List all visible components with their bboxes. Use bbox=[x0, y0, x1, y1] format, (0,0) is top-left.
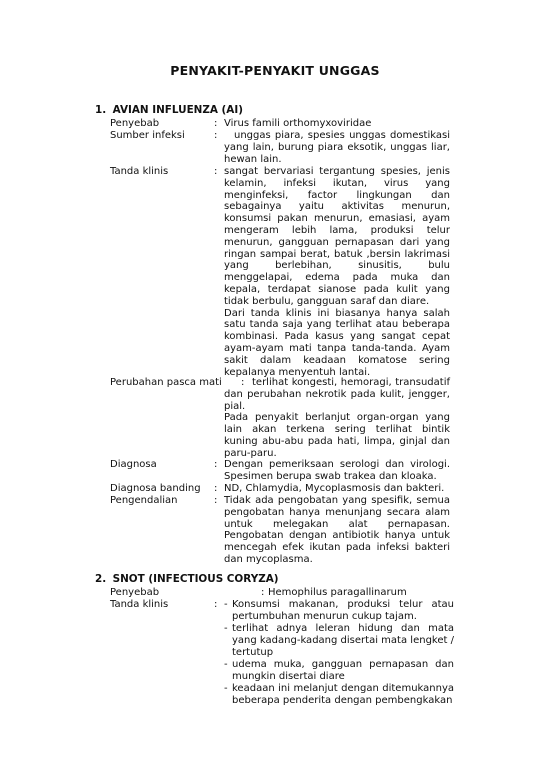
row-label: Pengendalian bbox=[110, 495, 178, 506]
section-number: 1. bbox=[95, 104, 107, 116]
row-value: Virus famili orthomyxoviridae bbox=[224, 118, 372, 129]
section-title: AVIAN INFLUENZA (AI) bbox=[112, 104, 243, 116]
row-label: Penyebab bbox=[110, 118, 160, 129]
section-title: SNOT (INFECTIOUS CORYZA) bbox=[112, 573, 279, 585]
row-label: Sumber infeksi bbox=[110, 130, 185, 141]
section-heading-snot bbox=[95, 573, 279, 585]
row-value: Hemophilus paragallinarum bbox=[268, 587, 407, 598]
row-tanda-klinis-snot: Tanda klinis : - Konsumsi makanan, produksi telur atau pertumbuhan menurun cukup tajam. - terlihat adnya leleran hidung dan mata yang kadang-kadang disertai mata lengket / tertutup - udema muka, gangguan pernapasan dan mungkin disertai diare - keadaan ini melanjut dengan ditemukannya beberapa penderita dengan pembengkakan bbox=[110, 599, 454, 706]
section-number: 2. bbox=[95, 573, 107, 585]
row-label: Perubahan pasca mati bbox=[110, 377, 222, 388]
row-label: Tanda klinis bbox=[110, 166, 169, 177]
row-label: Penyebab bbox=[110, 587, 160, 598]
row-label: Diagnosa bbox=[110, 459, 157, 470]
document-page: PENYAKIT-PENYAKIT UNGGAS 1. AVIAN INFLUENZA (AI) Penyebab : Virus famili orthomyxoviridae Sumber infeksi : unggas piara, spesies unggas domestikasi yang lain, burung piara eksotik, unggas liar, hewan lain. Tanda klinis : sangat bervariasi tergantung spesies, jenis kelamin, infeksi ikutan, virus yang menginfeksi, factor lingkungan dan sebagainya yaitu aktivitas menurun, konsumsi pakan menurun, emasiasi, ayam mengeram lebih lama, produksi telur menurun, gangguan pernapasan dari yang ringan sampai berat, batuk ,bersin lakrimasi yang berlebihan, sinusitis, bulu menggelapai, edema pada muka dan kepala, terdapat sianose pada kulit yang tidak berbulu, gangguan saraf dan diare. Dari tanda klinis ini biasanya hanya salah satu tanda saja yang terlihat atau beberapa kombinasi. Pada kasus yang sangat cepat ayam-ayam mati tanpa tanda-tanda. Ayam sakit dalam keadaan komatose sering kepalanya menyentuh lantai. Perubahan pasca mati terlihat kongesti, hemoragi, transudatif dan perubahan nekrotik pada kulit, jengger, pial. Pada penyakit berlanjut organ-organ yang lain akan terkena sering terlihat bintik kuning abu-abu pada hati, limpa, ginjal dan paru-paru. : Diagnosa : Dengan pemeriksaan serologi dan virologi. Spesimen berupa swab trakea dan kloaka. Diagnosa banding : ND, Chlamydia, Mycoplasmosis dan bakteri. Pengendalian : Tidak ada pengobatan yang spesifik, semua pengobatan hanya menunjang secara alam untuk melegakan alat pernapasan. Pengobatan dengan antibiotik hanya untuk mencegah efek ikutan pada infeksi bakteri dan mycoplasma. 2. SNOT (INFECTIOUS CORYZA) Penyebab : Hemophilus paragallinarum Tanda klinis : - Konsumsi makanan, produksi telur atau pertumbuhan menurun cukup tajam. - terlihat adnya leleran hidung dan mata yang kadang-kadang disertai mata lengket / tertutup - udema muka, gangguan pernapasan dan mungkin disertai diare - keadaan ini melanjut dengan ditemukannya beberapa penderita dengan pembengkakan bbox=[0, 0, 550, 777]
row-value: Tidak ada pengobatan yang spesifik, semua pengobatan hanya menunjang secara alam untuk melegakan alat pernapasan. Pengobatan dengan antibiotik hanya untuk mencegah efek ikutan pada infeksi bakteri dan mycoplasma. bbox=[224, 495, 450, 565]
row-label: Tanda klinis bbox=[110, 599, 169, 610]
document-title: PENYAKIT-PENYAKIT UNGGAS bbox=[170, 63, 380, 78]
section-heading-avian-influenza bbox=[95, 104, 243, 116]
row-value: ND, Chlamydia, Mycoplasmosis dan bakteri. bbox=[224, 483, 445, 494]
row-label: Diagnosa banding bbox=[110, 483, 201, 494]
row-value: Dengan pemeriksaan serologi dan virologi. Spesimen berupa swab trakea dan kloaka. bbox=[224, 459, 450, 482]
row-value: unggas piara, spesies unggas domestikasi yang lain, burung piara eksotik, unggas liar, hewan lain. bbox=[224, 130, 450, 165]
row-value: sangat bervariasi tergantung spesies, jenis kelamin, infeksi ikutan, virus yang menginfeksi, factor lingkungan dan sebagainya yaitu aktivitas menurun, konsumsi pakan menurun, emasiasi, ayam mengeram lebih lama, produksi telur menurun, gangguan pernapasan dari yang ringan sampai berat, batuk ,bersin lakrimasi yang berlebihan, sinusitis, bulu menggelapai, edema pada muka dan kepala, terdapat sianose pada kulit yang tidak berbulu, gangguan saraf dan diare. Dari tanda klinis ini biasanya hanya salah satu tanda saja yang terlihat atau beberapa kombinasi. Pada kasus yang sangat cepat ayam-ayam mati tanpa tanda-tanda. Ayam sakit dalam keadaan komatose sering kepalanya menyentuh lantai. bbox=[224, 166, 450, 378]
row-value: terlihat kongesti, hemoragi, transudatif dan perubahan nekrotik pada kulit, jengger, pial. Pada penyakit berlanjut organ-organ yang lain akan terkena sering terlihat bintik kuning abu-abu pada hati, limpa, ginjal dan paru-paru. bbox=[224, 377, 450, 459]
